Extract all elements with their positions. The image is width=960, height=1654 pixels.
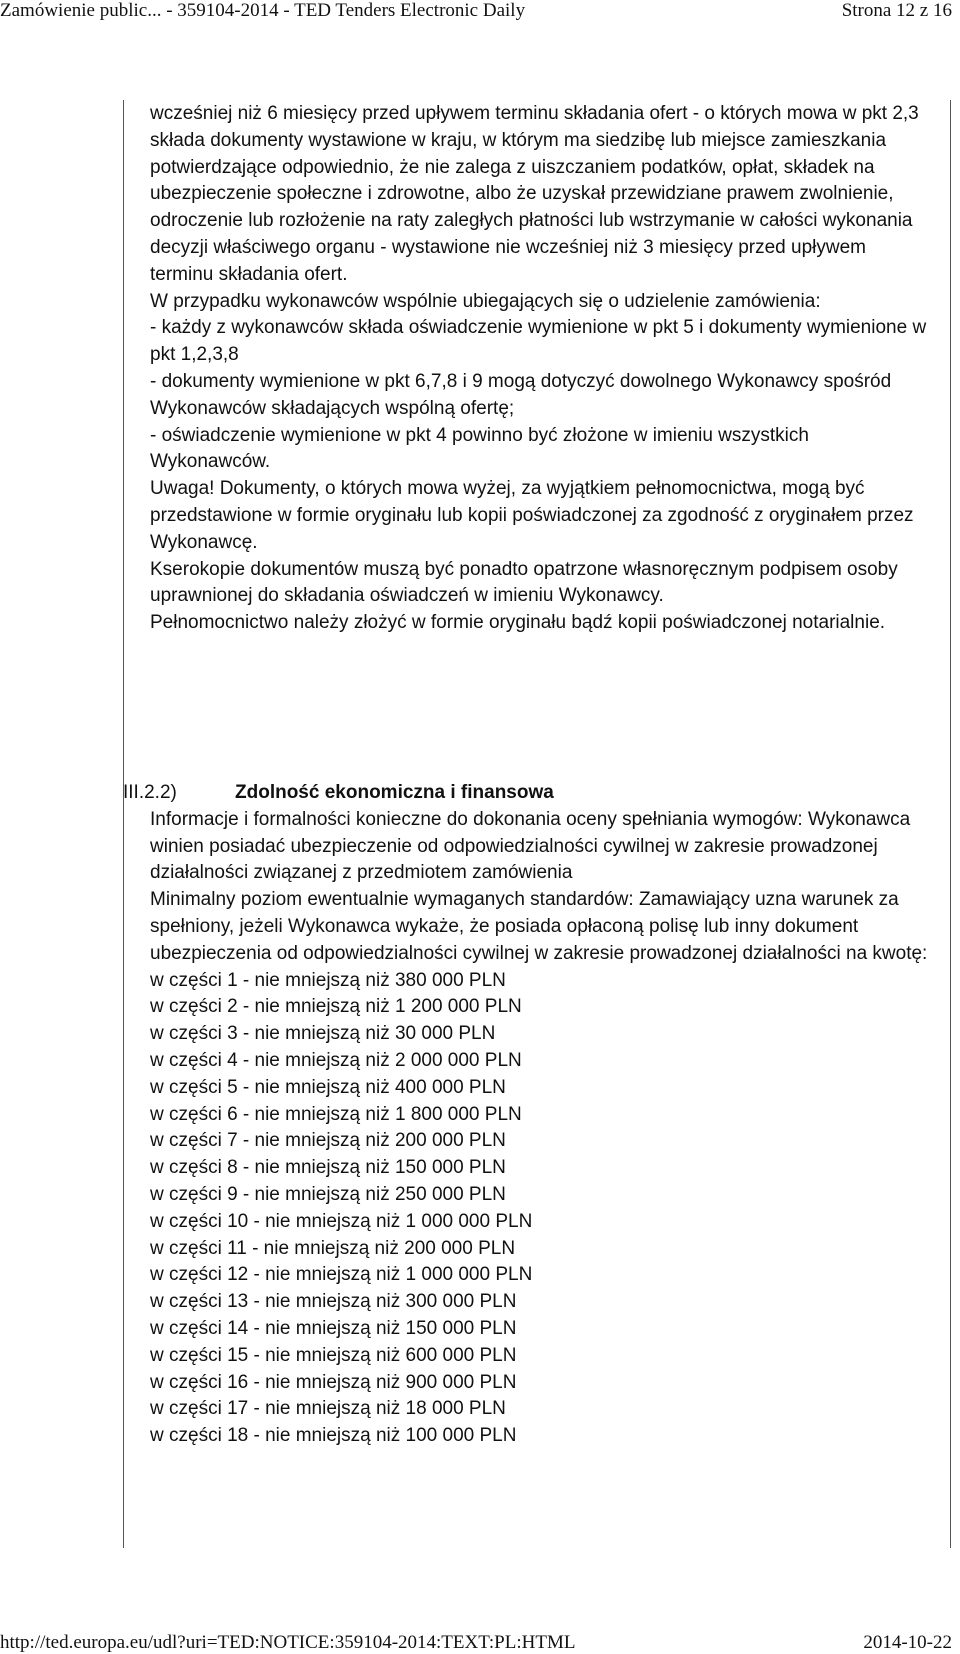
page-url[interactable]: http://ted.europa.eu/udl?uri=TED:NOTICE:359104-2014:TEXT:PL:HTML: [0, 1632, 576, 1653]
list-item: w części 4 - nie mniejszą niż 2 000 000 PLN: [150, 1049, 522, 1071]
list-item: w części 7 - nie mniejszą niż 200 000 PLN: [150, 1130, 506, 1152]
body-paragraph: Uwaga! Dokumenty, o których mowa wyżej, za wyjątkiem pełnomocnictwa, mogą być przedstawione w formie oryginału lub kopii poświadczonej za zgodność z oryginałem przez Wykonawcę.: [150, 478, 914, 553]
page-footer: [0, 1628, 960, 1654]
list-item: w części 10 - nie mniejszą niż 1 000 000 PLN: [150, 1210, 533, 1232]
list-item: w części 15 - nie mniejszą niż 600 000 PLN: [150, 1344, 517, 1366]
body-paragraph: - każdy z wykonawców składa oświadczenie wymienione w pkt 5 i dokumenty wymienione w pkt 1,2,3,8: [150, 317, 927, 366]
body-paragraph: - dokumenty wymienione w pkt 6,7,8 i 9 mogą dotyczyć dowolnego Wykonawcy spośród Wykonawców składających wspólną ofertę;: [150, 370, 892, 419]
list-item: w części 16 - nie mniejszą niż 900 000 PLN: [150, 1371, 517, 1393]
section-number: III.2.2): [123, 782, 177, 803]
section-min-level: Minimalny poziom ewentualnie wymaganych standardów: Zamawiający uzna warunek za spełniony, jeżeli Wykonawca wykaże, że posiada opłaconą polisę lub inny dokument ubezpieczenia od odpowiedzialności cywilnej w zakresie prowadzonej działalności na kwotę:: [150, 889, 928, 964]
page-header: [0, 0, 960, 26]
body-paragraph: - oświadczenie wymienione w pkt 4 powinno być złożone w imieniu wszystkich Wykonawców.: [150, 424, 809, 473]
left-border-line: [123, 100, 124, 1548]
list-item: w części 14 - nie mniejszą niż 150 000 PLN: [150, 1317, 517, 1339]
body-paragraph: Kserokopie dokumentów muszą być ponadto opatrzone własnoręcznym podpisem osoby uprawnionej do składania oświadczeń w imieniu Wykonawcy.: [150, 558, 898, 607]
body-paragraph: Pełnomocnictwo należy złożyć w formie oryginału bądź kopii poświadczonej notarialnie.: [150, 612, 886, 634]
body-paragraph: wcześniej niż 6 miesięcy przed upływem terminu składania ofert - o których mowa w pkt 2,3 składa dokumenty wystawione w kraju, w którym ma siedzibę lub miejsce zamieszkania potwierdzające odpowiednio, że nie zalega z uiszczaniem podatków, opłat, składek na ubezpieczenie społeczne i zdrowotne, albo że uzyskał przewidziane prawem zwolnienie, odroczenie lub rozłożenie na raty zaległych płatności lub wstrzymanie w całości wykonania decyzji właściwego organu - wystawione nie wcześniej niż 3 miesięcy przed upływem terminu składania ofert.: [150, 103, 919, 285]
list-item: w części 5 - nie mniejszą niż 400 000 PLN: [150, 1076, 506, 1098]
list-item: w części 2 - nie mniejszą niż 1 200 000 PLN: [150, 996, 522, 1018]
page-date: 2014-10-22: [863, 1632, 952, 1653]
list-item: w części 8 - nie mniejszą niż 150 000 PLN: [150, 1157, 506, 1179]
list-item: w części 13 - nie mniejszą niż 300 000 PLN: [150, 1291, 517, 1313]
list-item: w części 9 - nie mniejszą niż 250 000 PLN: [150, 1183, 506, 1205]
list-item: w części 12 - nie mniejszą niż 1 000 000 PLN: [150, 1264, 533, 1286]
list-item: w części 6 - nie mniejszą niż 1 800 000 PLN: [150, 1103, 522, 1125]
list-item: w części 1 - nie mniejszą niż 380 000 PLN: [150, 969, 506, 991]
section-title: Zdolność ekonomiczna i finansowa: [235, 782, 554, 803]
page-header-title: Zamówienie public... - 359104-2014 - TED Tenders Electronic Daily: [0, 0, 526, 21]
document-body: [150, 101, 930, 637]
body-paragraph: W przypadku wykonawców wspólnie ubiegających się o udzielenie zamówienia:: [150, 290, 821, 312]
list-item: w części 3 - nie mniejszą niż 30 000 PLN: [150, 1023, 496, 1045]
list-item: w części 18 - nie mniejszą niż 100 000 PLN: [150, 1425, 517, 1447]
section-content: [150, 807, 940, 1450]
list-item: w części 11 - nie mniejszą niż 200 000 PLN: [150, 1237, 516, 1259]
page-number: Strona 12 z 16: [841, 0, 952, 21]
parts-list: [150, 968, 940, 1450]
list-item: w części 17 - nie mniejszą niż 18 000 PLN: [150, 1398, 506, 1420]
right-border-line: [950, 100, 951, 1548]
section-info: Informacje i formalności konieczne do dokonania oceny spełniania wymogów: Wykonawca winien posiadać ubezpieczenie od odpowiedzialności cywilnej w zakresie prowadzonej działalności związanej z przedmiotem zamówienia: [150, 808, 911, 884]
